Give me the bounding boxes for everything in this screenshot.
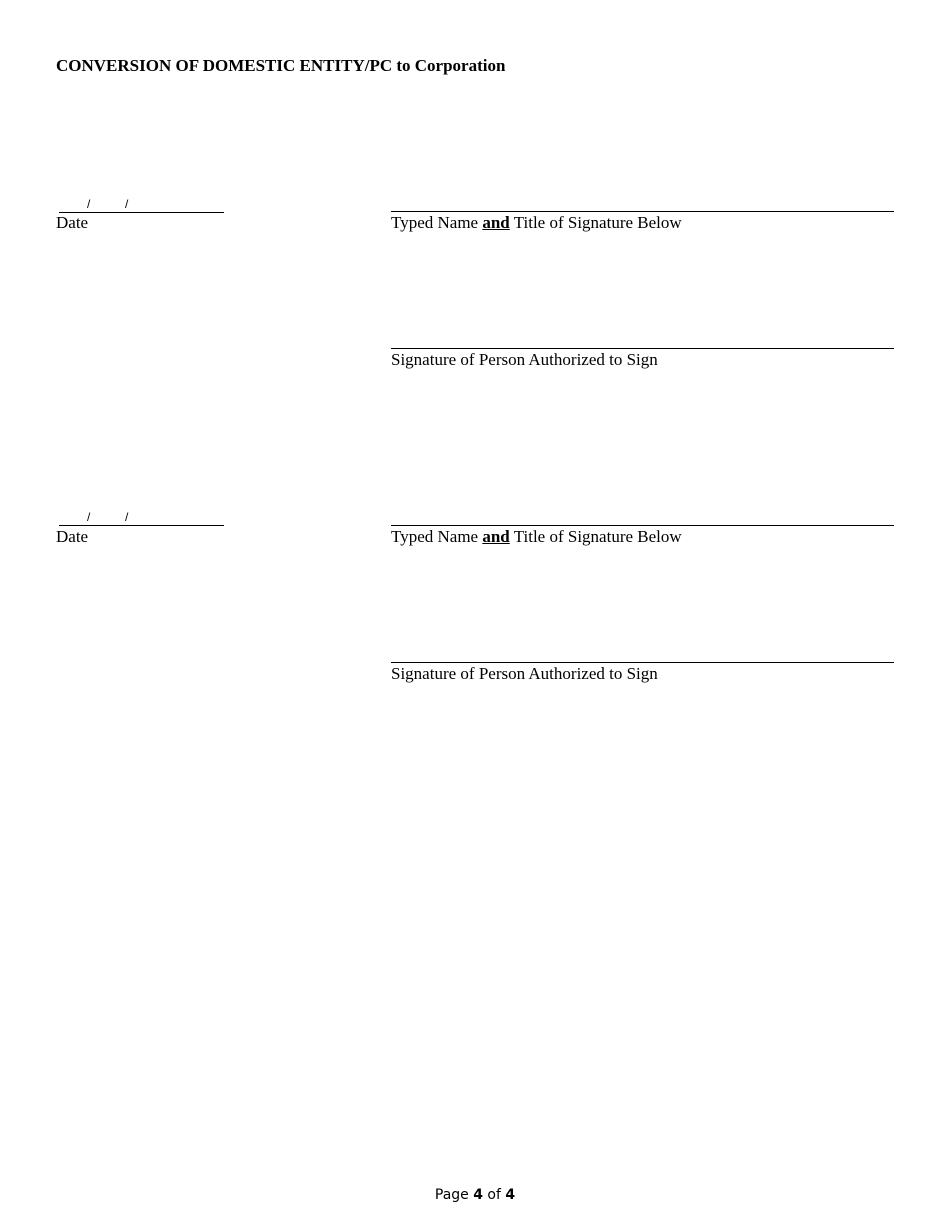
signature-line[interactable] xyxy=(391,348,894,349)
typed-name-prefix: Typed Name xyxy=(391,213,483,232)
typed-name-prefix: Typed Name xyxy=(391,527,483,546)
date-label: Date xyxy=(56,213,89,232)
page-number xyxy=(0,1187,950,1203)
page-total: 4 xyxy=(505,1187,516,1203)
typed-name-line[interactable] xyxy=(391,525,894,526)
typed-name-emphasis: and xyxy=(482,527,510,546)
typed-name-line[interactable] xyxy=(391,211,894,212)
date-separator: / xyxy=(125,197,129,211)
typed-name-suffix: Title of Signature Below xyxy=(509,527,682,546)
date-field[interactable] xyxy=(59,511,224,526)
page-prefix: Page xyxy=(434,1187,474,1203)
page-of: of xyxy=(482,1187,506,1203)
signature-label: Signature of Person Authorized to Sign xyxy=(391,664,658,683)
page-title: CONVERSION OF DOMESTIC ENTITY/PC to Corporation xyxy=(56,56,506,75)
typed-name-title-label xyxy=(391,213,682,233)
date-separator: / xyxy=(125,510,129,524)
signature-label: Signature of Person Authorized to Sign xyxy=(391,350,658,369)
signature-line[interactable] xyxy=(391,662,894,663)
typed-name-suffix: Title of Signature Below xyxy=(509,213,682,232)
page-current: 4 xyxy=(473,1187,483,1203)
date-field[interactable] xyxy=(59,198,224,213)
typed-name-title-label xyxy=(391,527,682,547)
date-label: Date xyxy=(56,527,89,546)
typed-name-emphasis: and xyxy=(482,213,510,232)
date-separator: / xyxy=(87,197,91,211)
date-separator: / xyxy=(87,510,91,524)
